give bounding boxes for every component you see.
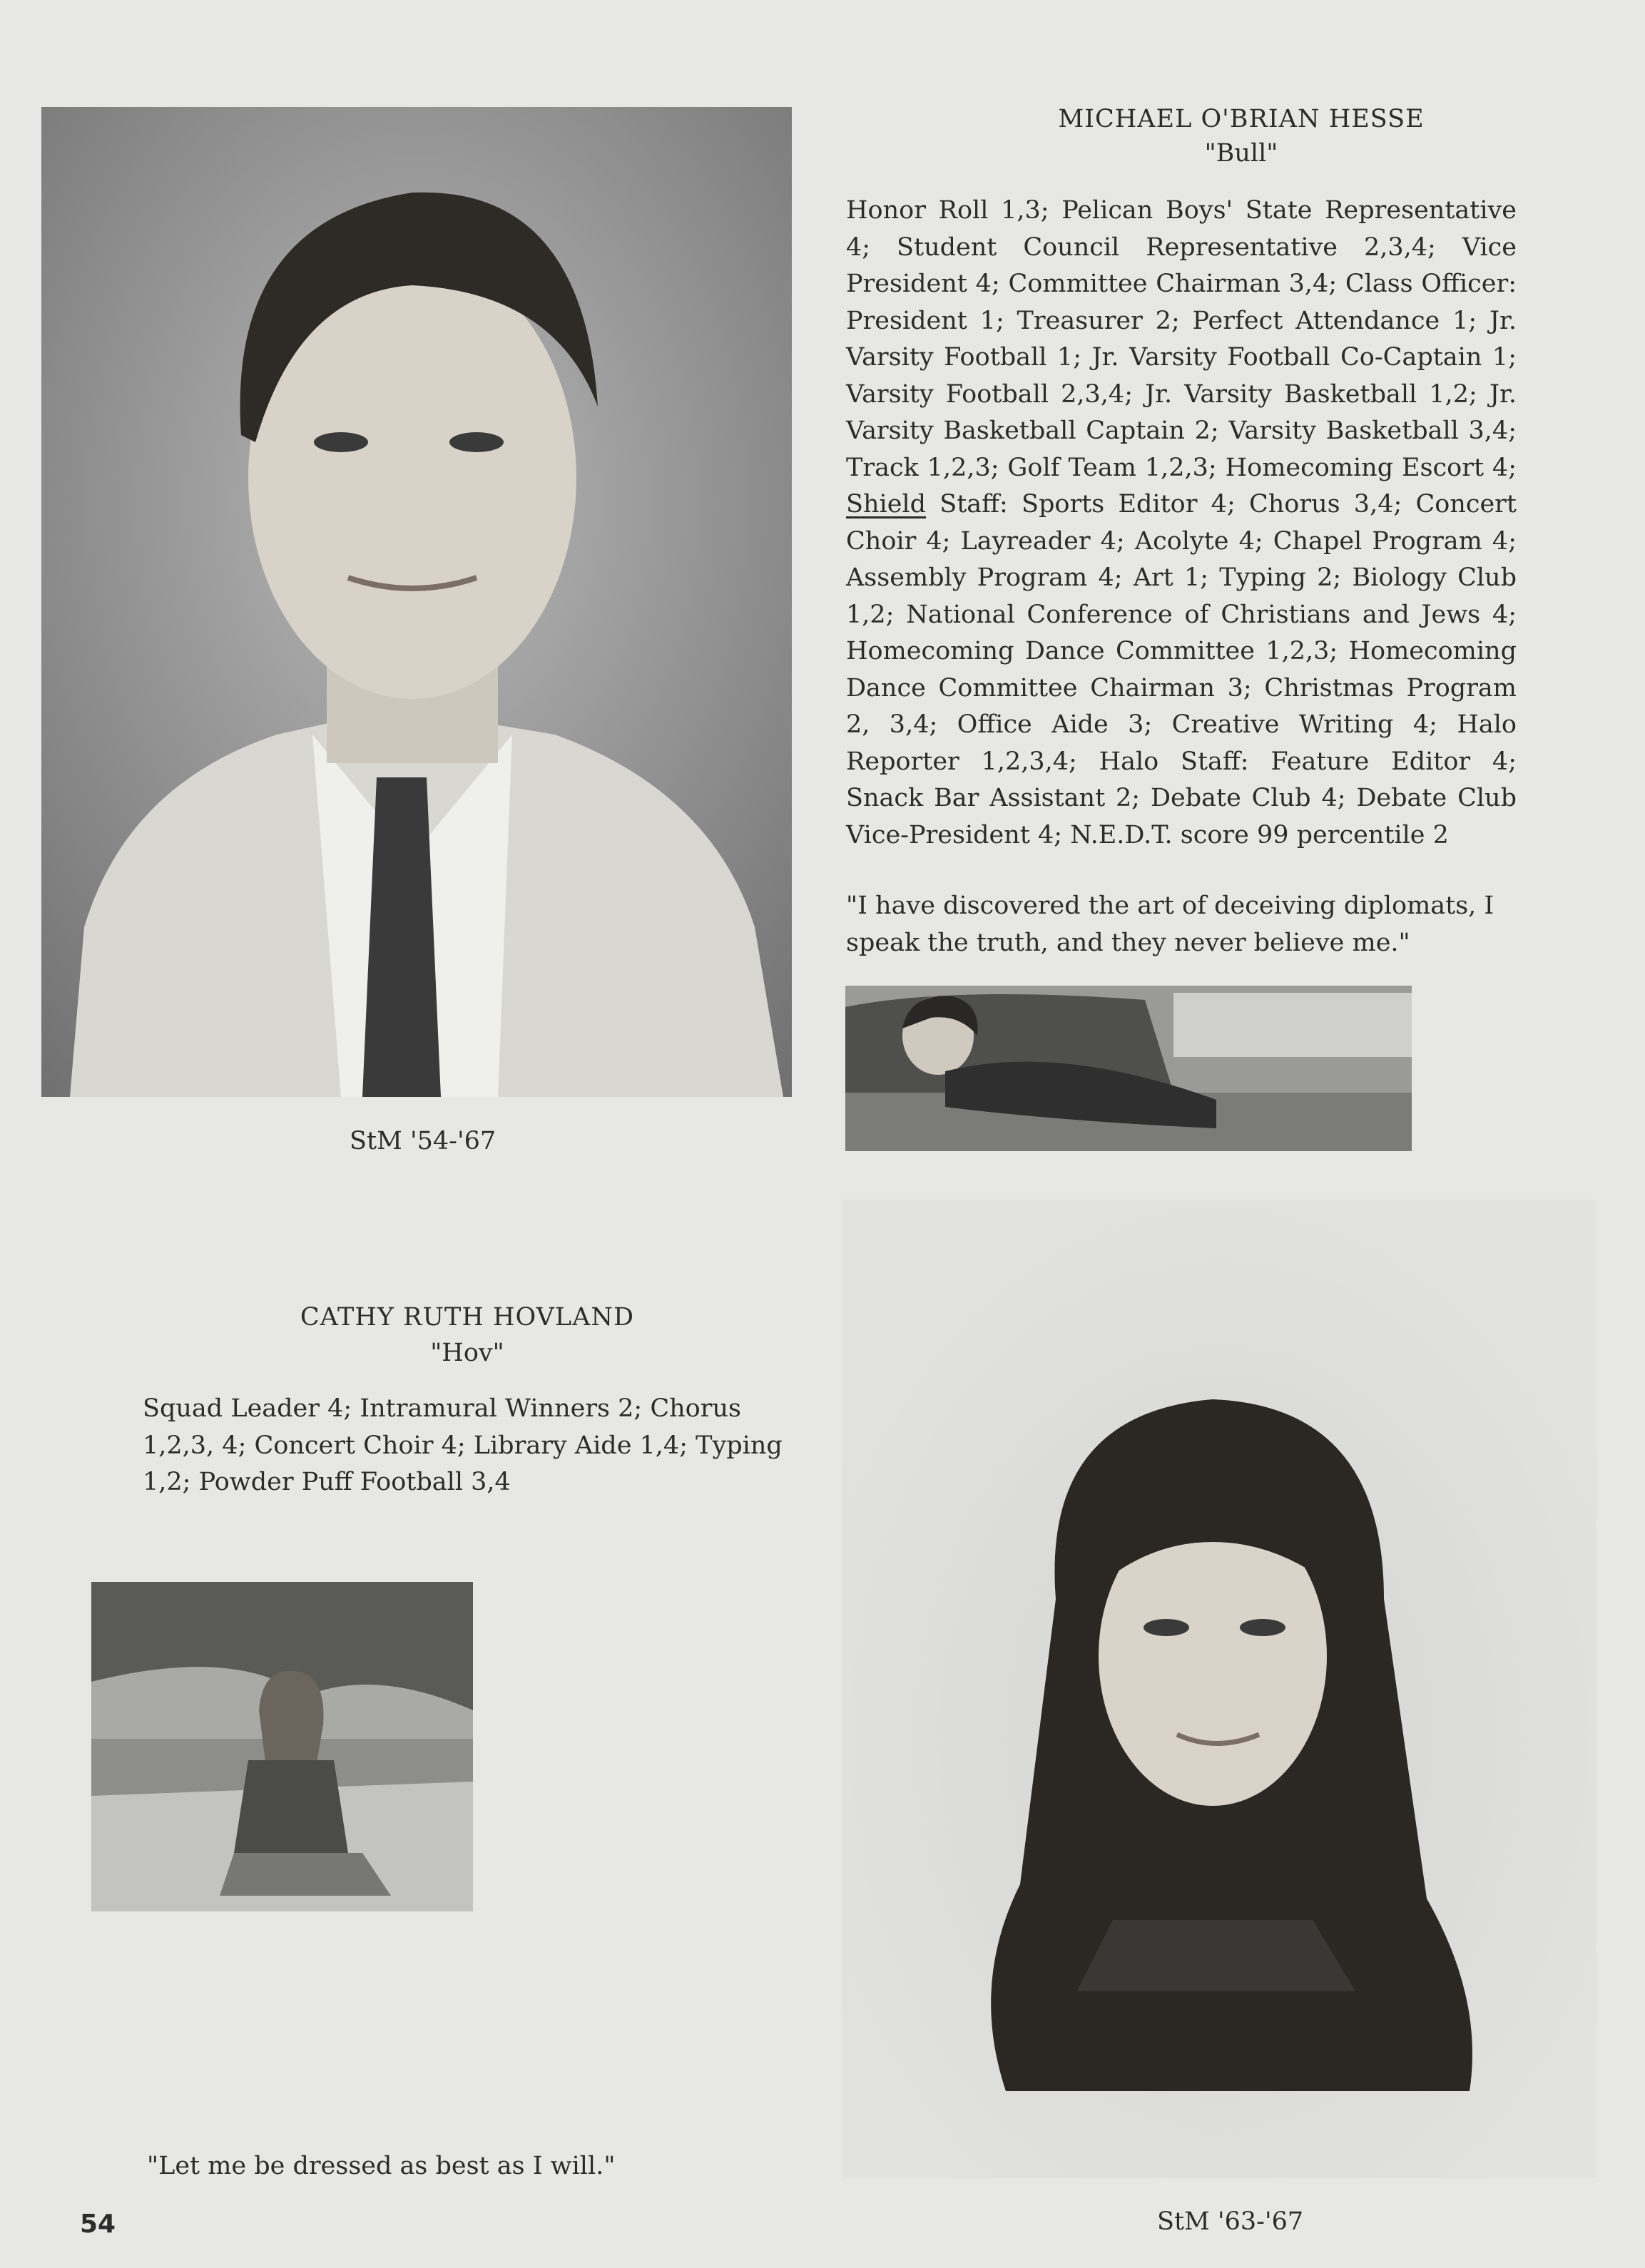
hesse-years: StM '54-'67 [350,1127,496,1155]
hesse-name: MICHAEL O'BRIAN HESSE [1058,105,1425,133]
hesse-activities-shield: Shield [846,490,927,519]
hovland-candid-photo [91,1582,473,1911]
hesse-portrait-photo [41,107,792,1097]
hovland-quote: "Let me be dressed as best as I will." [147,2152,616,2180]
hovland-years: StM '63-'67 [1157,2207,1304,2236]
hesse-candid-photo [845,986,1412,1151]
hovland-portrait-photo [842,1200,1596,2178]
hesse-nickname: "Bull" [1204,139,1278,168]
hovland-nickname: "Hov" [430,1339,504,1367]
page-number: 54 [80,2210,116,2239]
hesse-activities-part1: Honor Roll 1,3; Pelican Boys' State Representative 4; Student Council Representative 2,3,4; Vice President 4; Committee Chairman 3,4; Class Officer: President 1; Treasurer 2; Perfect Attendance 1; Jr. Varsity Football 1; Jr. Varsity Football Co-Captain 1; Varsity Football 2,3,4; Jr. Varsity Basketball 1,2; Jr. Varsity Basketball Captain 2; Varsity Basketball 3,4; Track 1,2,3; Golf Team 1,2,3; Homecoming Escort 4; [846,196,1517,482]
hovland-activities: Squad Leader 4; Intramural Winners 2; Chorus 1,2,3, 4; Concert Choir 4; Library Aide 1,4; Typing 1,2; Powder Puff Football 3,4 [143,1394,783,1496]
hesse-activities [846,193,1517,854]
hovland-name: CATHY RUTH HOVLAND [300,1303,635,1332]
hesse-activities-part2: Staff: Sports Editor 4; Chorus 3,4; Concert Choir 4; Layreader 4; Acolyte 4; Chapel Program 4; Assembly Program 4; Art 1; Typing 2; Biology Club 1,2; National Conference of Christians and Jews 4; Homecoming Dance Committee 1,2,3; Homecoming Dance Committee Chairman 3; Christmas Program 2, 3,4; Office Aide 3; Creative Writing 4; Halo Reporter 1,2,3,4; Halo Staff: Feature Editor 4; Snack Bar Assistant 2; Debate Club 4; Debate Club Vice-President 4; N.E.D.T. score 99 percentile 2 [846,490,1517,849]
hesse-quote: "I have discovered the art of deceiving diplomats, I speak the truth, and they never believe me." [846,892,1494,957]
